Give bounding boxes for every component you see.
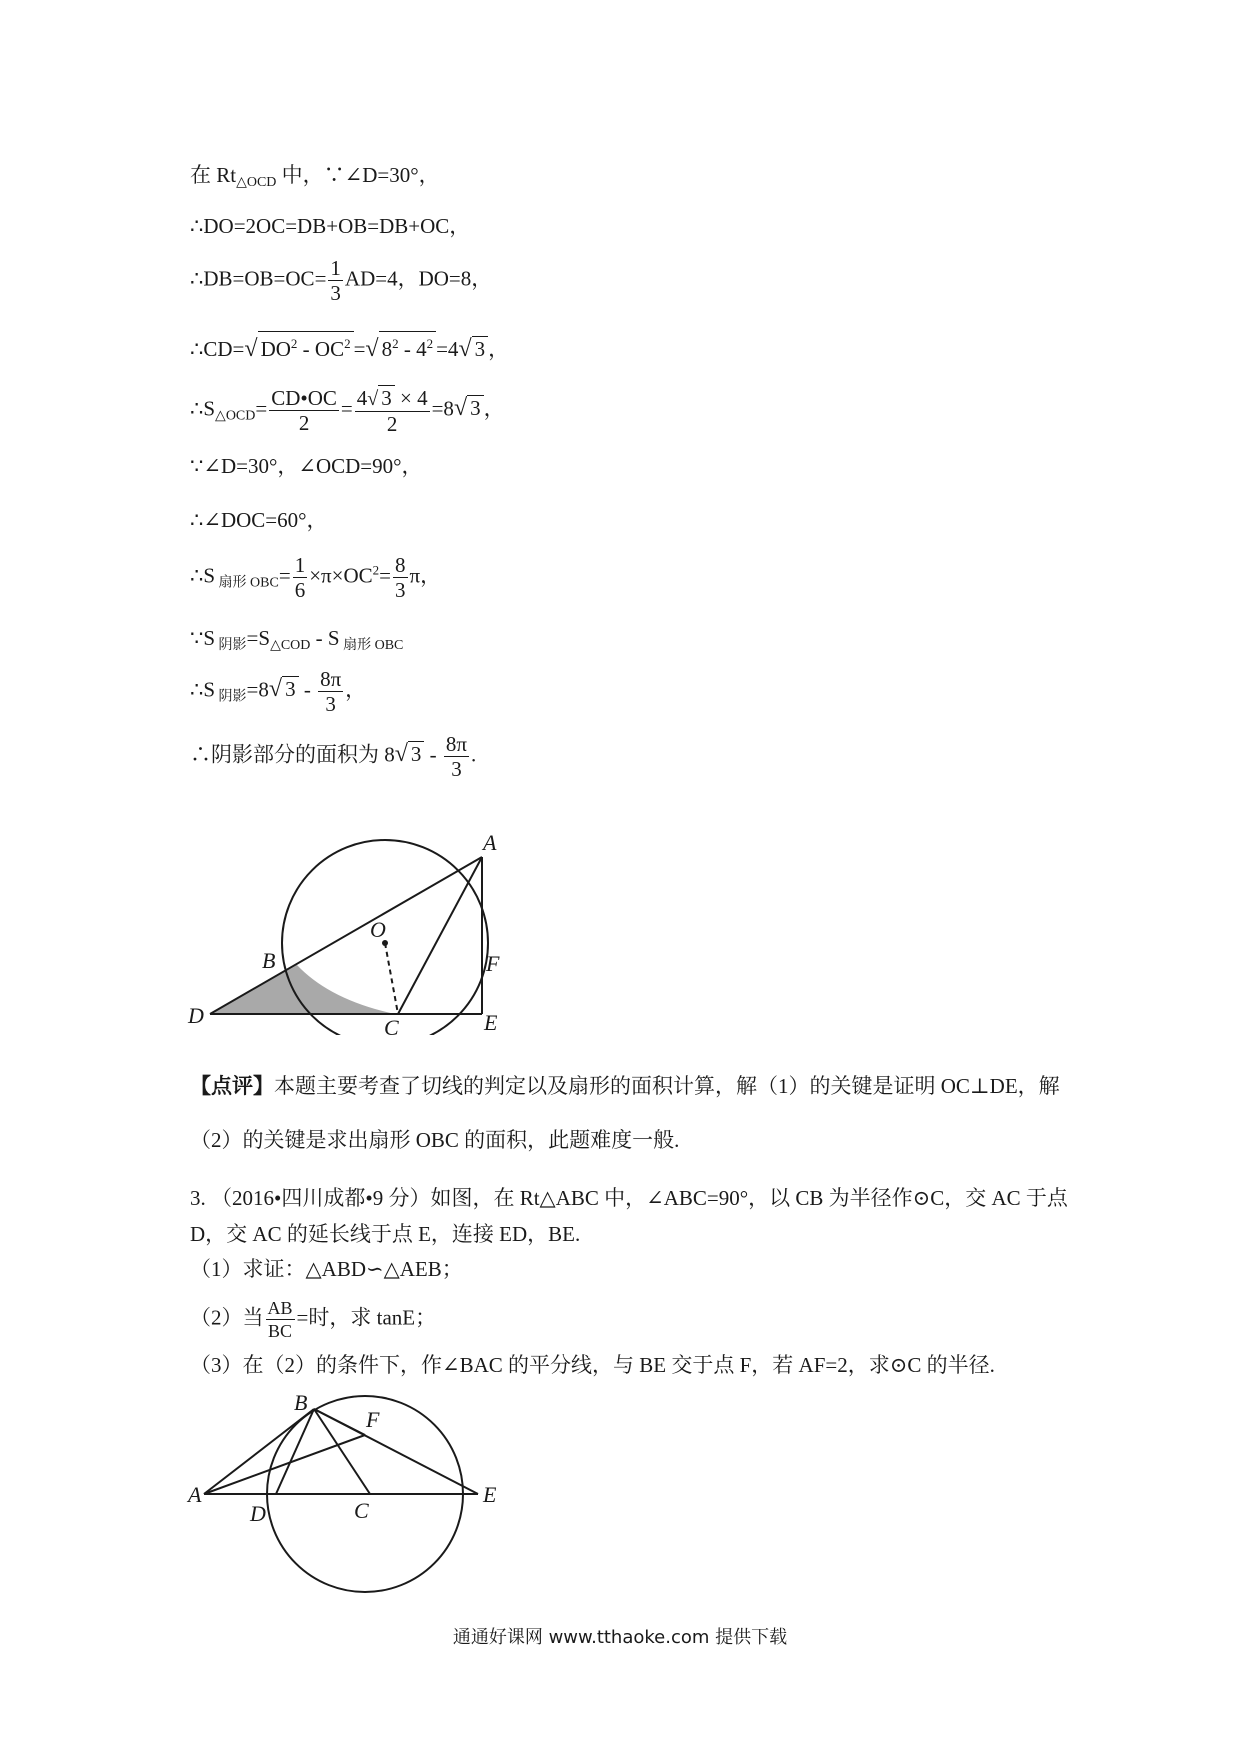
solution-line-4: ∴CD=√ $DO^2 - OC^2$ =√ $8^2 - 4^2 =4√$ 3 ， <box>190 331 509 364</box>
label-c: C <box>384 1015 399 1035</box>
sqrt: √ $DO^2 - OC^2$ <box>244 331 353 364</box>
problem-3-question-2: （2）当 $\frac{AB}{BC}$ =时，求 tanE； <box>190 1298 437 1341</box>
geometry-figure-2 <box>180 1385 520 1610</box>
line-af <box>204 1435 365 1494</box>
geometry-figure-1 <box>180 795 540 1035</box>
solution-line-10: ∴S $_{阴影}$=8√ 3 - $\frac{8\pi}{3}$ ， <box>190 667 367 716</box>
sqrt: √ 3 <box>454 393 484 423</box>
sqrt: √ 3 <box>269 674 299 704</box>
problem-3-stem: 3. （2016•四川成都•9 分）如图，在 Rt△ABC 中，∠ABC=90°，以 CB 为半径作⊙C，交 AC 于点 D，交 AC 的延长线于点 E，连接 ED，BE. <box>190 1186 1068 1246</box>
label-e: E <box>483 1482 497 1507</box>
solution-line-5: $\therefore S_{\triangle OCD}=$ $\frac{CD•OC}{2}$ = $\frac{4√ 3 \times 4}{2}$ =8√ 3 ， <box>190 386 505 436</box>
comment-paragraph: 【点评】本题主要考查了切线的判定以及扇形的面积计算，解（1）的关键是证明 OC⊥DE，解（2）的关键是求出扇形 OBC 的面积，此题难度一般. <box>190 1074 1060 1152</box>
fraction: $\frac{8\pi}{3}$ <box>320 667 342 716</box>
problem-3-question-1: （1）求证：△ABD∽△AEB； <box>190 1257 463 1281</box>
solution-line-2: ∴DO=2OC=DB+OB=DB+OC， <box>190 214 471 238</box>
line-da <box>210 857 482 1014</box>
sqrt: √ 3 <box>458 334 488 364</box>
fraction: $\frac{CD•OC}{2}$ <box>271 386 337 435</box>
label-a: A <box>188 1482 202 1507</box>
solution-line-9: ∵S $_{阴影}=S_{\triangle COD} - S$ $_{扇形 OBC}$ <box>190 626 404 653</box>
page-footer: 通通好课网 www.tthaoke.com 提供下载 <box>452 1627 788 1648</box>
label-b: B <box>262 948 276 973</box>
shaded-region <box>210 965 395 1014</box>
fraction: $\frac{1}{6}$ <box>294 553 306 602</box>
label-f: F <box>486 951 500 976</box>
problem-3-question-3: （3）在（2）的条件下，作∠BAC 的平分线，与 BE 交于点 F，若 AF=2，求⊙C 的半径. <box>190 1353 995 1377</box>
fraction: $\frac{4√ 3 \times 4}{2}$ <box>356 386 428 436</box>
label-b: B <box>294 1390 308 1415</box>
solution-line-7: ∴∠DOC=60°， <box>190 508 328 532</box>
line-oc-dashed <box>385 943 398 1014</box>
solution-line-11: ∴阴影部分的面积为 8√ 3 - $\frac{8\pi}{3}$ . <box>190 732 477 781</box>
fraction: $\frac{8}{3}$ <box>395 553 406 602</box>
label-c: C <box>354 1498 369 1523</box>
solution-line-8: ∴S $_{扇形 OBC}$= $\frac{1}{6}$ $\times\pi\times OC^2=$ $\frac{8}{3}$ π， <box>190 553 442 602</box>
label-d: D <box>250 1501 266 1526</box>
label-a: A <box>483 830 497 855</box>
label-o: O <box>370 917 386 942</box>
label-f: F <box>366 1407 380 1432</box>
line-ab <box>204 1409 314 1494</box>
label-e: E <box>484 1010 498 1035</box>
solution-line-3: ∴DB=OB=OC= $\frac{1}{3}$ AD=4，DO=8， <box>190 256 493 305</box>
sqrt: √ $8^2 - 4^2$ <box>365 331 436 364</box>
solution-line-6: ∵∠D=30°，∠OCD=90°， <box>190 454 423 478</box>
sqrt: √ 3 <box>395 739 425 769</box>
label-d: D <box>188 1003 204 1028</box>
fraction: $\frac{8\pi}{3}$ <box>445 732 468 781</box>
fraction: $\frac{AB}{BC}$ <box>267 1298 293 1341</box>
fraction: $\frac{1}{3}$ <box>330 256 341 305</box>
solution-line-1: 在 $Rt_{\triangle OCD}$ 中，∵∠D=30°， <box>190 163 440 190</box>
line-bd <box>276 1409 314 1494</box>
